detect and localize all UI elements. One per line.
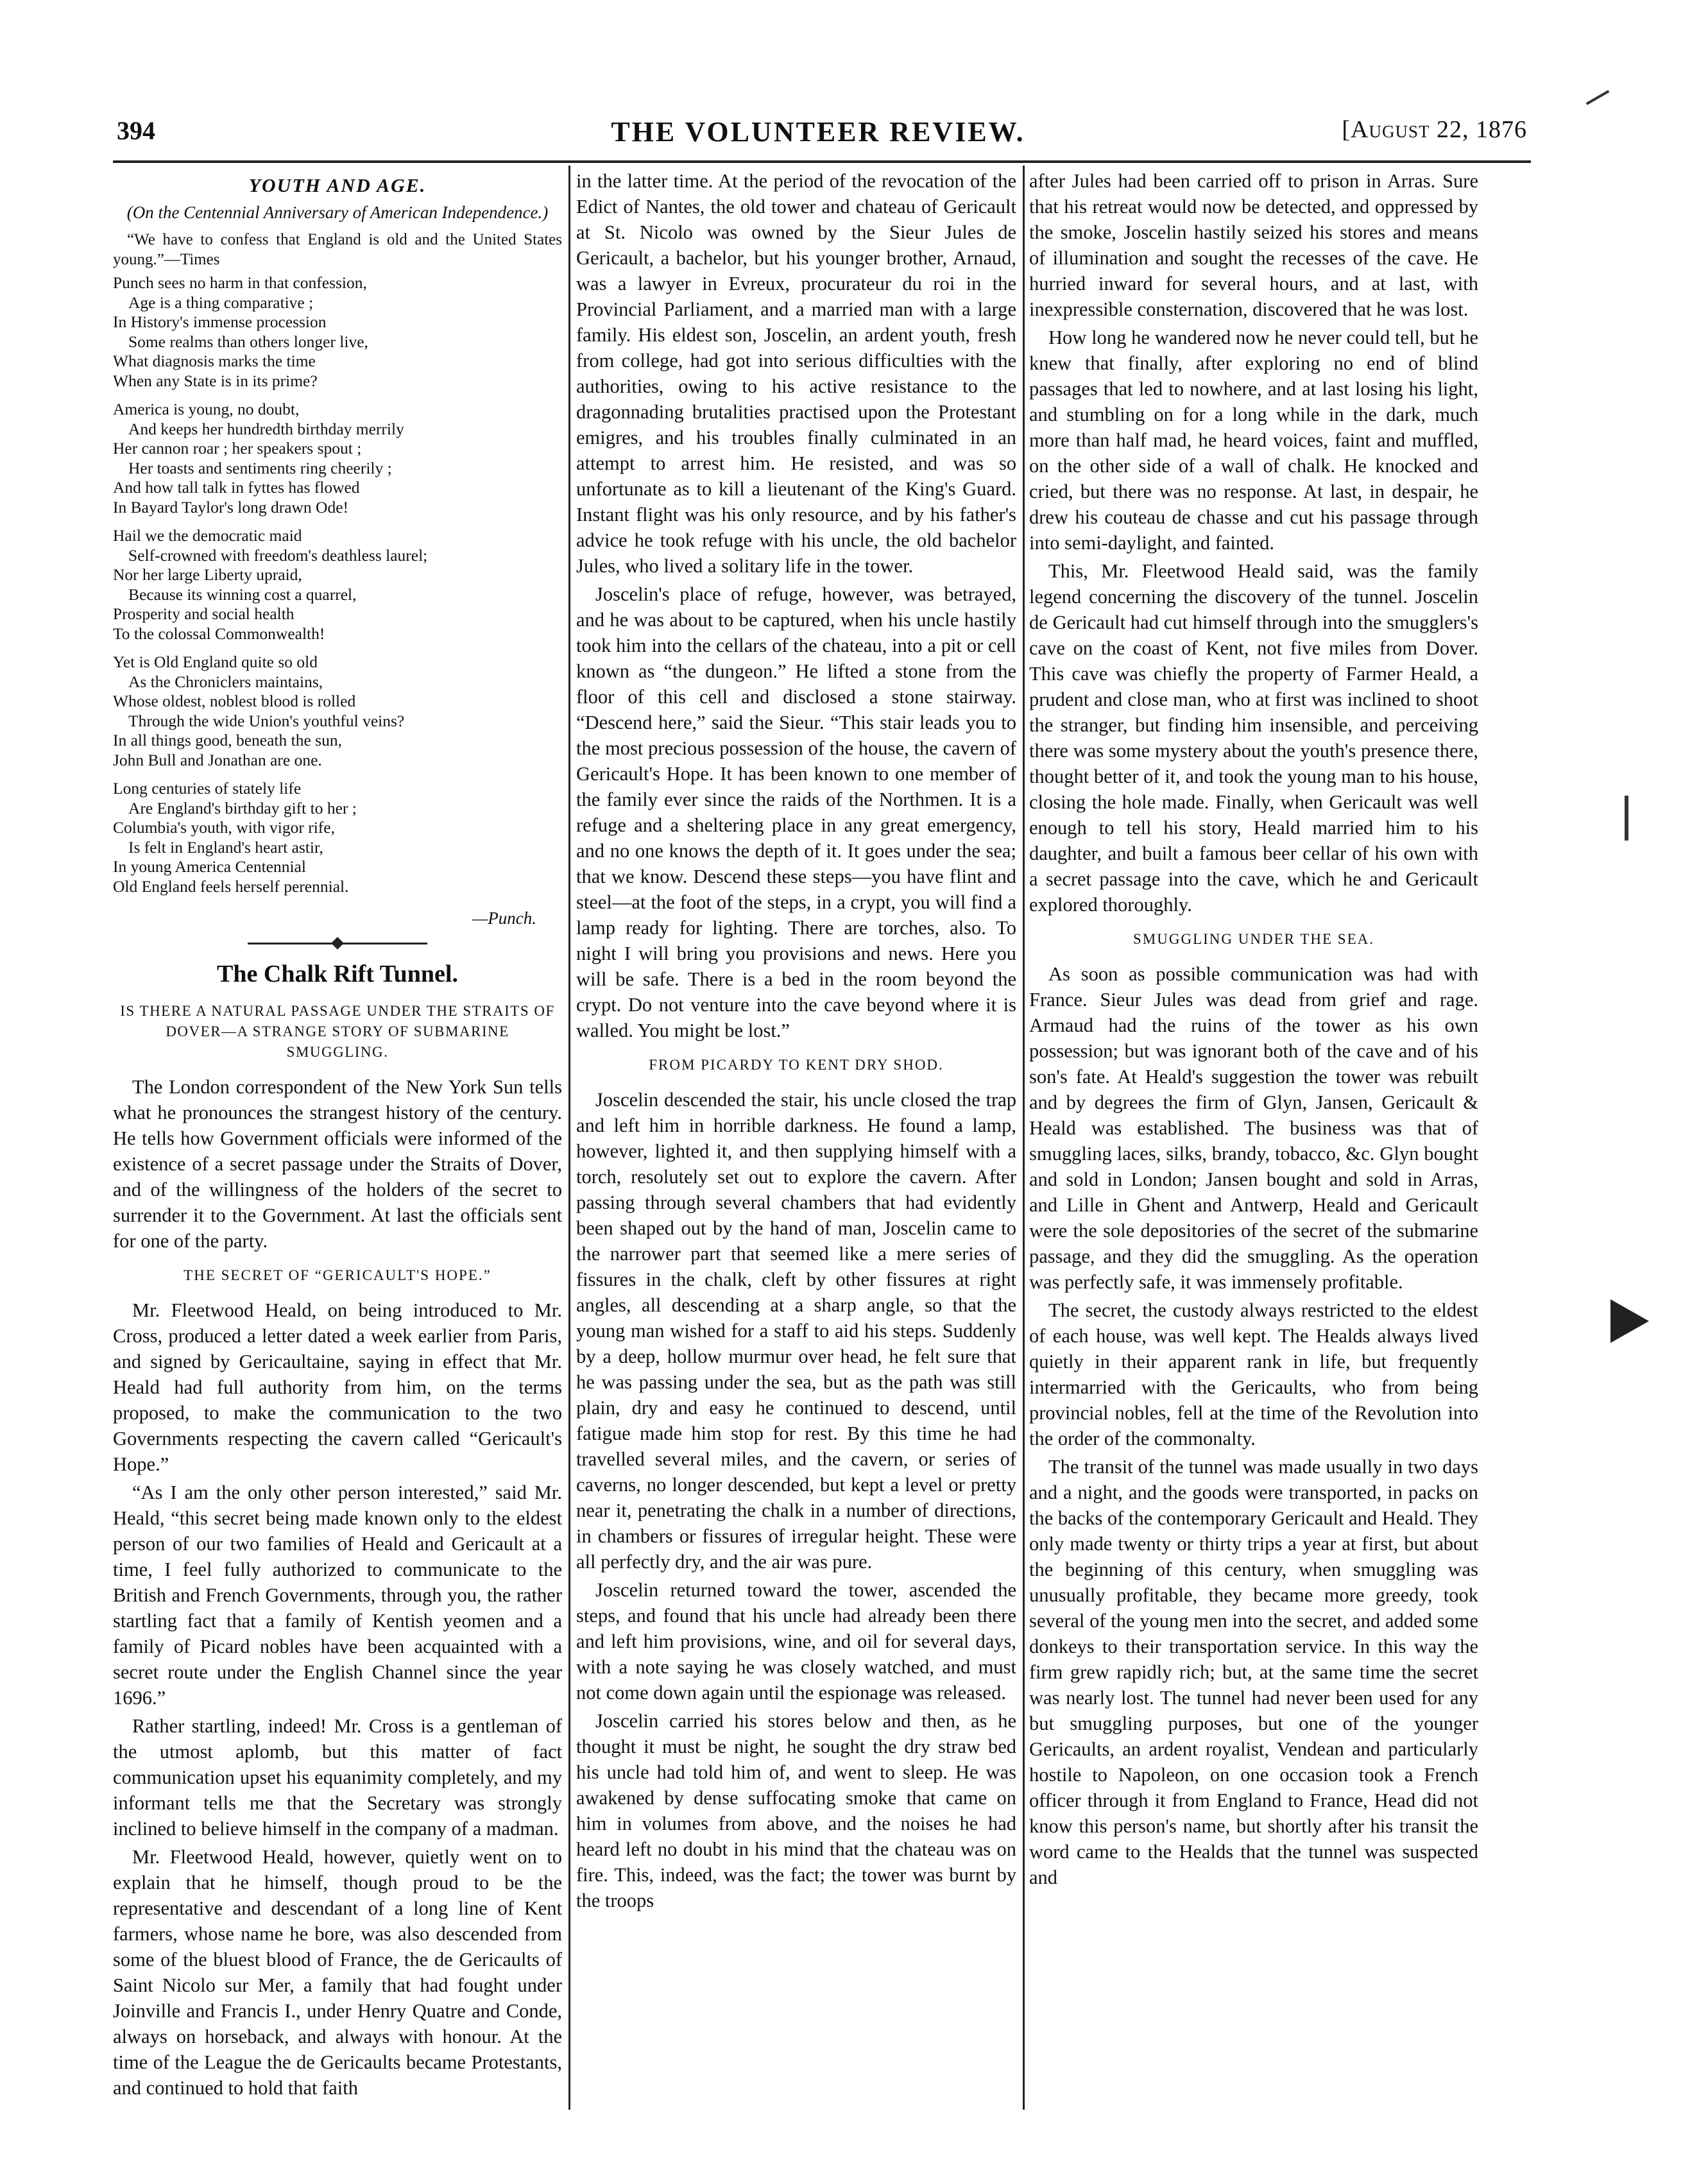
page-header <box>109 115 1527 154</box>
poem-line: In Bayard Taylor's long drawn Ode! <box>113 497 349 517</box>
poem-line: John Bull and Jonathan are one. <box>113 750 322 769</box>
article-paragraph: This, Mr. Fleetwood Heald said, was the family legend concerning the discovery of the tunnel. Joscelin de Gericault had cut himself through into the smugglers's cave on the coast of Kent, not five miles from Dover. This cave was chiefly the property of Farmer Heald, a prudent and close man, who at first was inclined to shoot the stranger, but finding him insensible, and perceiving there was some mystery about the youth's presence there, thought better of it, and took the young man to his house, closing the hole made. Finally, when Gericault was well enough to tell his story, Heald married him to his daughter, and built a famous beer cellar of his own with a secret passage into the cave, which he and Gericault explored thoroughly. <box>1029 560 1478 916</box>
poem-line: Nor her large Liberty upraid, <box>113 565 302 584</box>
column-1 <box>113 168 562 2112</box>
poem-line: Hail we the democratic maid <box>113 526 302 545</box>
poem-line: Are England's birthday gift to her ; <box>128 798 357 817</box>
article-paragraph: in the latter time. At the period of the revocation of the Edict of Nantes, the old tower and chateau of Gericault at St. Nicolo was owned by the Sieur Jules de Gericault, a bachelor, but his younger brother, Arnaud, was a lawyer in Evreux, procurateur du roi in the Provincial Parliament, and a married man with a large family. His eldest son, Joscelin, an ardent youth, fresh from college, had got into serious difficulties with the authorities, owing to his active resistance to the dragonnading brutalities practised upon the Protestant emigres, and his troubles finally culminated in an attempt to arrest him. He resisted, and was so unfortunate as to kill a lieutenant of the King's Guard. Instant flight was his only resource, and by his father's advice he took refuge with his uncle, the old bachelor Jules, who lived a solitary life in the tower. <box>576 170 1016 577</box>
poem-line: Is felt in England's heart astir, <box>128 837 323 857</box>
poem-line: Long centuries of stately life <box>113 779 302 798</box>
poem-stanza <box>113 400 562 517</box>
article-paragraph: Mr. Fleetwood Heald, however, quietly went on to explain that he himself, though proud to be the representative and descendant of a long line of Kent farmers, whose name he bore, was also descended from some of the bluest blood of France, the de Gericaults of Saint Nicolo sur Mer, a family that had fought under Joinville and Francis I., under Henry Quatre and Conde, always on horseback, and always with honour. At the time of the League the de Gericaults became Protestants, and continued to hold that faith <box>113 1846 562 2099</box>
poem-epigraph: “We have to confess that England is old and the United States young.”—Times <box>113 231 562 268</box>
page-number: 394 <box>117 116 155 145</box>
poem-line: Because its winning cost a quarrel, <box>128 585 357 604</box>
header-rule <box>113 160 1531 163</box>
poem-line: When any State is in its prime? <box>113 371 318 390</box>
section-heading: THE SECRET OF “GERICAULT'S HOPE.” <box>184 1267 491 1283</box>
poem-stanza <box>113 779 562 896</box>
poem-line: In History's immense procession <box>113 312 327 331</box>
article-paragraph: Joscelin descended the stair, his uncle closed the trap and left him in horrible darkness. He found a lamp, however, lighted it, and then supplying himself with a torch, resolutely set out to explore the cavern. After passing through several chambers that had evidently been shaped out by the hand of man, Joscelin came to the narrower part that seemed like a mere series of fissures in the chalk, cleft by other fissures at right angles, all descending at a sharp angle, so that the young man wished for a staff to aid his steps. Suddenly by a deep, hollow murmur over head, he felt sure that he was passing under the sea, but as the path was still plain, dry and easy he continued to descend, until fatigue made him stop for rest. By this time he had travelled several miles, and the cavern, or series of caverns, no longer descended, but kept a level or pretty near it, penetrating the chalk in a number of directions, in chambers or fissures of irregular height. These were all perfectly dry, and the air was pure. <box>576 1089 1016 1573</box>
poem-line: Whose oldest, noblest blood is rolled <box>113 692 356 710</box>
poem-line: Old England feels herself perennial. <box>113 876 349 896</box>
article-paragraph: The transit of the tunnel was made usually in two days and a night, and the goods were transported, in packs on the backs of the contemporary Gericault and Heald. They only made twenty or thirty trips a year at first, but about the beginning of this century, when smuggling was unusually profitable, they became more greedy, took several of the young men into the secret, and added some donkeys to their transportation service. In this way the firm grew rapidly rich; but, at the same time the secret was nearly lost. The tunnel had never been used for any but smuggling purposes, but one of the younger Gericaults, an ardent royalist, Vendean and particularly hostile to Napoleon, on one occasion took a French officer through it from England to France, Head did not know this person's name, but shortly after his transit the word came to the Healds that the tunnel was suspected and <box>1029 1456 1478 1888</box>
article-paragraph: As soon as possible communication was had with France. Sieur Jules was dead from grief and rage. Armaud had the ruins of the tower as his own possession; but was ignorant both of the cave and of his son's fate. At Heald's suggestion the tower was rebuilt and by degrees the firm of Glyn, Jansen, Gericault & Heald was established. The business was that of smuggling laces, silks, brandy, tobacco, &c. Glyn bought and sold in London; Jansen bought and sold in Arras, and Lille in Ghent and Antwerp, Heald and Gericault were the sole depositories of the secret of the submarine passage, and they did the smuggling. As the operation was perfectly safe, it was immensely profitable. <box>1029 963 1478 1293</box>
scan-artifact-mark <box>1625 796 1628 841</box>
scan-artifact-mark <box>1586 90 1610 105</box>
column-divider <box>568 166 570 2110</box>
poem-line: To the colossal Commonwealth! <box>113 624 325 643</box>
poem-line: Prosperity and social health <box>113 604 295 623</box>
column-2 <box>576 168 1016 2112</box>
poem-line: Her toasts and sentiments ring cheerily ; <box>128 458 392 477</box>
publication-title: THE VOLUNTEER REVIEW. <box>611 116 1025 148</box>
section-heading: FROM PICARDY TO KENT DRY SHOD. <box>649 1057 944 1073</box>
article-paragraph: Mr. Fleetwood Heald, on being introduced to Mr. Cross, produced a letter dated a week earlier from Paris, and signed by Gericaultaine, saying in effect that Mr. Heald had full authority from him, on the terms proposed, to make the communication to the two Governments respecting the cavern called “Gericault's Hope.” <box>113 1299 562 1475</box>
column-3 <box>1029 168 1478 2112</box>
article-paragraph: Joscelin carried his stores below and then, as he thought it must be night, he sought the dry straw bed his uncle had told him of, and went to sleep. He was awakened by dense suffocating smoke that came on him in volumes from above, and the noises he had heard left no doubt in his mind that the chateau was on fire. This, indeed, was the fact; the tower was burnt by the troops <box>576 1710 1016 1911</box>
section-heading: SMUGGLING UNDER THE SEA. <box>1133 931 1374 947</box>
poem-line: Columbia's youth, with vigor rife, <box>113 818 335 837</box>
poem-stanza <box>113 653 562 770</box>
article-paragraph: Rather startling, indeed! Mr. Cross is a gentleman of the utmost aplomb, but this matter of fact communication upset his equanimity completely, and my informant tells me that the Secretary was strongly inclined to believe himself in the company of a madman. <box>113 1715 562 1840</box>
article-subtitle: IS THERE A NATURAL PASSAGE UNDER THE STRAITS OF DOVER—A STRANGE STORY OF SUBMARINE SMUGGLING. <box>120 1003 555 1060</box>
scan-artifact-arrow-icon <box>1610 1299 1649 1343</box>
poem-stanza <box>113 273 562 391</box>
article-paragraph: Joscelin returned toward the tower, ascended the steps, and found that his uncle had already been there and left him provisions, wine, and oil for several days, with a note saying he was closely watched, and must not come down again until the espionage was released. <box>576 1579 1016 1704</box>
article-paragraph: How long he wandered now he never could tell, but he knew that finally, after exploring no end of blind passages that led to nowhere, and at last losing his light, and stumbling on for a long while in the dark, much more than half mad, he heard voices, faint and muffled, on the other side of a wall of chalk. He knocked and cried, but there was no response. At last, in despair, he drew his couteau de chasse and cut his passage through into semi-daylight, and fainted. <box>1029 327 1478 554</box>
poem-credit: —Punch. <box>472 909 536 928</box>
article-paragraph: after Jules had been carried off to prison in Arras. Sure that his retreat would now be detected, and oppressed by the smoke, Joscelin hastily seized his stores and means of illumination and sought the recesses of the cave. He hurried inward for several hours, and at last, with inexpressible consternation, discovered that he was lost. <box>1029 170 1478 320</box>
poem-line: Self-crowned with freedom's deathless laurel; <box>128 545 428 565</box>
article-paragraph: “As I am the only other person interested,” said Mr. Heald, “this secret being made known only to the eldest person of our two families of Heald and Gericault at a time, I feel fully authorized to communicate to the British and French Governments, through you, the rather startling fact that a family of Kentish yeomen and a family of Picard nobles have been acquainted with a secret route under the English Channel since the year 1696.” <box>113 1482 562 1709</box>
poem-line: Her cannon roar ; her speakers spout ; <box>113 439 362 457</box>
section-ornament <box>248 943 427 944</box>
poem-line: In young America Centennial <box>113 857 306 876</box>
poem-subtitle: (On the Centennial Anniversary of American Independence.) <box>126 203 549 222</box>
poem-line: Some realms than others longer live, <box>128 332 368 351</box>
poem-line: And keeps her hundredth birthday merrily <box>128 419 404 438</box>
article-paragraph: The London correspondent of the New York Sun tells what he pronounces the strangest history of the century. He tells how Government officials were informed of the existence of a secret passage under the Straits of Dover, and of the willingness of the holders of the secret to surrender it to the Government. At last the officials sent for one of the party. <box>113 1076 562 1252</box>
article-title: The Chalk Rift Tunnel. <box>217 961 458 987</box>
poem-line: What diagnosis marks the time <box>113 352 316 370</box>
article-paragraph: Joscelin's place of refuge, however, was betrayed, and he was about to be captured, when his uncle hastily took him into the cellars of the chateau, into a pit or cell known as “the dungeon.” He lifted a stone from the floor of this cell and disclosed a stone stairway. “Descend here,” said the Sieur. “This stair leads you to the most precious possession of the house, the cavern of Gericault's Hope. It has been known to one member of the family ever since the raids of the Northmen. It is a refuge and a sheltering place in any great emergency, and no one knows the depth of it. It goes under the sea; that we know. Descend these steps—you have flint and steel—at the foot of the steps, in a crypt, you will find a lamp ready for lighting. There are torches, also. To night I will bring you provisions and news. Here you will be safe. There is a bed in the room beyond the crypt. Do not venture into the cave beyond where it is walled. You might be lost.” <box>576 583 1016 1041</box>
poem-line: Yet is Old England quite so old <box>113 653 318 671</box>
article-paragraph: The secret, the custody always restricted to the eldest of each house, was well kept. The Healds always lived quietly in their apparent rank in life, but frequently intermarried with the Gericaults, who from being provincial nobles, fell at the time of the Revolution into the order of the commonalty. <box>1029 1299 1478 1449</box>
poem-stanza <box>113 526 562 644</box>
poem-line: America is young, no doubt, <box>113 400 300 418</box>
issue-date: [August 22, 1876 <box>1342 116 1527 143</box>
poem-line: In all things good, beneath the sun, <box>113 731 342 749</box>
poem-line: Punch sees no harm in that confession, <box>113 273 367 292</box>
column-divider <box>1023 166 1025 2110</box>
poem-title: YOUTH AND AGE. <box>248 175 427 196</box>
poem-line: And how tall talk in fyttes has flowed <box>113 478 360 497</box>
poem-line: Age is a thing comparative ; <box>128 293 314 312</box>
poem-line: Through the wide Union's youthful veins? <box>128 711 405 730</box>
poem-line: As the Chroniclers maintains, <box>128 672 323 691</box>
